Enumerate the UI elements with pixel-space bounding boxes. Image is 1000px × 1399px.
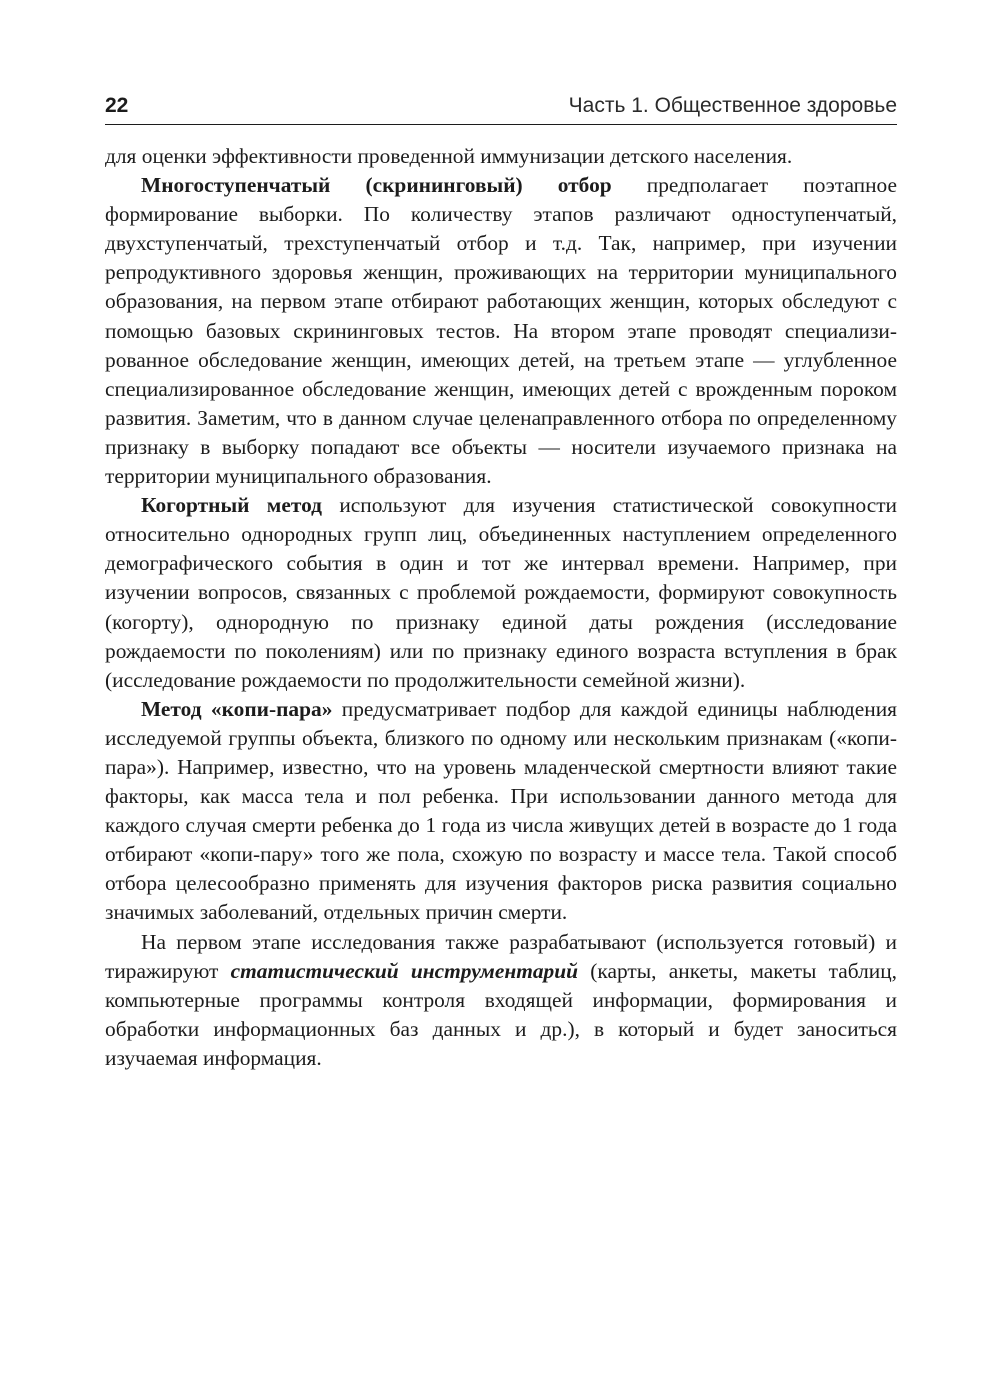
paragraph-text: используют для изучения статистической совокупности относительно однородных групп лиц, объединенных наступлением определенного демографического события в один и тот же интервал времени. Например, при изучении вопросов, связанных с проблемой рождаемости, формируют совокупность (когорту), однородную по признаку единой даты рождения (исследование рождаемости по поколениям) или по признаку единого возраста вступления в брак (исследование рождаемости по продолжительности семейной жизни).: [105, 493, 897, 692]
page: [105, 94, 897, 1073]
running-head: [105, 94, 897, 125]
page-number: 22: [105, 94, 129, 117]
paragraph-text: для оценки эффективности проведенной иммунизации детского населения.: [105, 144, 793, 168]
paragraph-multistage-selection: [105, 171, 897, 491]
paragraph-cohort-method: [105, 491, 897, 695]
paragraph-copy-pair-method: [105, 695, 897, 928]
term-multistage-selection: Многоступенчатый (скрининговый) отбор: [141, 173, 612, 198]
term-statistical-toolkit: статистический инструментарий: [230, 958, 579, 983]
paragraph-continuation: [105, 142, 897, 171]
paragraph-text: На первом этапе исследования также разрабатывают (используется готовый) и тиражируют: [105, 929, 897, 983]
paragraph-text: (карты, анкеты, макеты таблиц, компьютерные программы контроля входящей информации, формирования и обработки информационных баз данных и др.), в который и будет заноситься изучаемая информация.: [105, 958, 898, 1070]
body-text: [105, 142, 897, 1073]
section-title: Часть 1. Общественное здоровье: [568, 94, 897, 117]
paragraph-text: предполагает поэтапное формирование выборки. По количеству этапов различают одноступенчатый, двухступенчатый, трехступенчатый отбор и т.д. Так, например, при изучении репродуктивного здоровья женщин, проживающих на территории муниципального образования, на первом этапе отбирают работающих женщин, которых обследуют с помощью базовых скрининговых тестов. На втором этапе проводят специализированное обследование женщин, имеющих детей, на третьем этапе — углубленное специализированное обследование женщин, имеющих детей с врожденным пороком развития. Заметим, что в данном случае целенаправленного отбора по определенному признаку в выборку попадают все объекты — носители изучаемого признака на территории муниципального образования.: [105, 173, 898, 489]
term-copy-pair-method: Метод «копи-пара»: [141, 696, 333, 721]
paragraph-text: предусматривает подбор для каждой единицы наблюдения исследуемой группы объекта, близкого по одному или нескольким признакам («копи-пара»). Например, известно, что на уровень младенческой смертности влияют такие факторы, как масса тела и пол ребенка. При использовании данного метода для каждого случая смерти ребенка до 1 года из числа живущих детей в возрасте до 1 года отбирают «копи-пару» того же пола, схожую по возрасту и массе тела. Такой способ отбора целесообразно применять для изучения факторов риска развития социально значимых заболеваний, отдельных причин смерти.: [105, 696, 897, 925]
term-cohort-method: Когортный метод: [141, 493, 322, 518]
paragraph-statistical-toolkit: [105, 928, 897, 1073]
